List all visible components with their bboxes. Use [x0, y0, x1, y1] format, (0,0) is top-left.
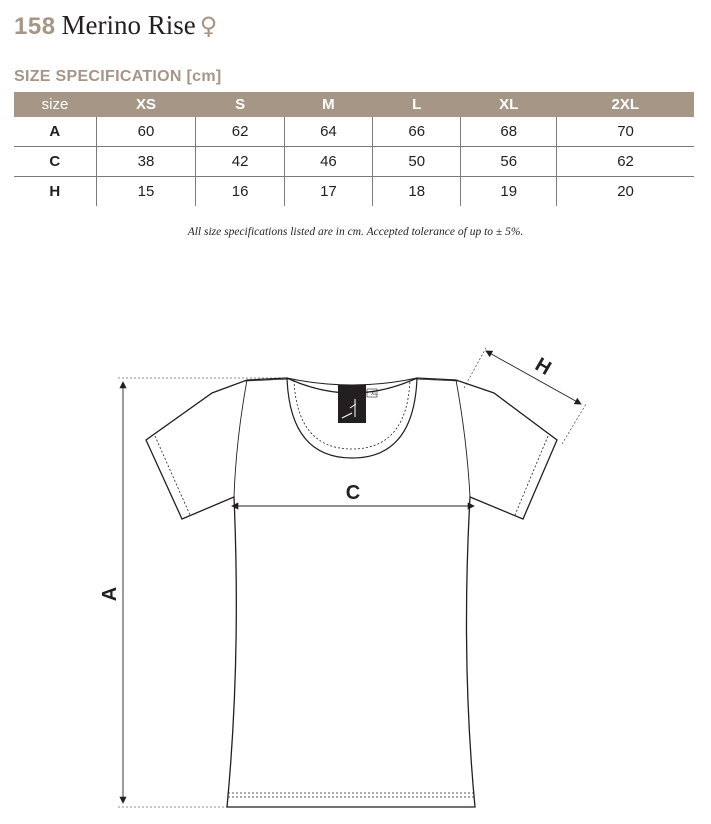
- table-cell: 56: [461, 147, 557, 177]
- tshirt-outline: [146, 378, 557, 807]
- product-code: 158: [14, 13, 56, 40]
- size-specification-heading: SIZE SPECIFICATION [cm]: [14, 68, 222, 85]
- table-cell: 15: [96, 177, 196, 207]
- table-cell: 68: [461, 117, 557, 147]
- table-cell: 60: [96, 117, 196, 147]
- tolerance-note: All size specifications listed are in cm. Accepted tolerance of up to ± 5%.: [187, 226, 524, 238]
- dimension-h-line: [486, 351, 581, 404]
- row-label-h: H: [49, 183, 61, 200]
- size-header-l: L: [373, 92, 461, 117]
- dimension-h-extension-right: [562, 404, 586, 444]
- table-cell: 19: [461, 177, 557, 207]
- size-header-m: M: [284, 92, 372, 117]
- table-cell: 17: [284, 177, 372, 207]
- table-cell: 18: [373, 177, 461, 207]
- table-cell: 42: [196, 147, 284, 177]
- table-cell: 16: [196, 177, 284, 207]
- table-cell: 64: [284, 117, 372, 147]
- size-header-xl: XL: [461, 92, 557, 117]
- dimension-h-label: H: [531, 353, 555, 380]
- product-name: Merino Rise: [61, 10, 196, 40]
- table-cell: 62: [557, 147, 694, 177]
- female-symbol-icon: ♀: [199, 12, 218, 40]
- table-cell: 66: [373, 117, 461, 147]
- size-header-2xl: 2XL: [557, 92, 694, 117]
- dimension-c-label: C: [345, 482, 361, 504]
- size-header-s: S: [196, 92, 284, 117]
- size-header-xs: XS: [96, 92, 196, 117]
- table-cell: 38: [96, 147, 196, 177]
- table-cell: 70: [557, 117, 694, 147]
- neck-label-size: XL: [371, 391, 378, 397]
- neck-label-tag: [338, 385, 366, 423]
- size-header-label: size: [14, 92, 96, 117]
- table-cell: 46: [284, 147, 372, 177]
- table-cell: 50: [373, 147, 461, 177]
- row-label-a: A: [14, 117, 96, 147]
- dimension-h-extension-left: [464, 346, 487, 388]
- dimension-a-label: A: [99, 586, 121, 602]
- table-cell: 62: [196, 117, 284, 147]
- back-neckline: [287, 378, 417, 385]
- table-cell: 20: [557, 177, 694, 207]
- row-label-c: C: [14, 147, 96, 177]
